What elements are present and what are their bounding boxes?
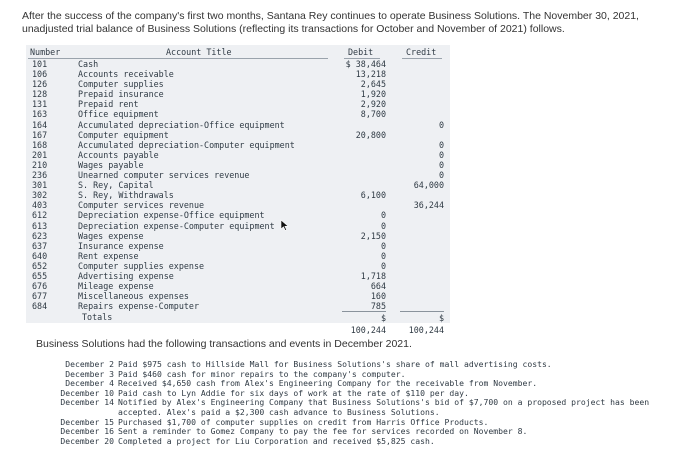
table-row — [26, 170, 450, 180]
trial-balance-table — [26, 45, 450, 335]
debit-amount: $ 38,464 — [345, 59, 386, 69]
credit-amount: 36,244 — [413, 200, 444, 211]
table-row — [26, 261, 450, 271]
header-debit: Debit — [348, 47, 374, 57]
account-number: 164 — [32, 119, 48, 130]
account-number: 684 — [32, 301, 48, 312]
account-number: 128 — [32, 89, 48, 100]
credit-amount: 0 — [438, 170, 444, 181]
table-row — [26, 231, 450, 241]
account-number: 101 — [32, 59, 48, 69]
account-title: Accumulated depreciation-Computer equipment — [78, 139, 295, 150]
account-number: 201 — [32, 149, 48, 160]
trial-balance-rows — [26, 59, 450, 311]
credit-amount: 0 — [438, 119, 444, 130]
events-list — [50, 360, 680, 446]
account-number: 403 — [32, 200, 48, 211]
account-title: Advertising expense — [78, 270, 174, 281]
account-title: Repairs expense-Computer — [78, 301, 200, 312]
table-row — [26, 109, 450, 119]
event-date: December 10 — [60, 387, 114, 398]
account-number: 168 — [32, 139, 48, 150]
credit-amount: 64,000 — [413, 180, 444, 191]
credit-amount: 0 — [438, 159, 444, 170]
event-text: Paid $975 cash to Hillside Mall for Business Solutions's share of mall advertising costs. — [118, 359, 552, 369]
table-row — [26, 130, 450, 140]
account-number: 652 — [32, 260, 48, 271]
intro-paragraph: After the success of the company's first two months, Santana Rey continues to operate Business Solutions. The November 30, 2021, unadjusted trial balance of Business Solutions (reflecting its transactions for October and November of 2021) follows. — [22, 10, 639, 35]
account-number: 236 — [32, 170, 48, 181]
event-date: December 2 — [65, 359, 114, 369]
account-title: Accounts receivable — [78, 69, 174, 80]
account-title: Unearned computer services revenue — [78, 170, 250, 181]
table-row — [26, 200, 450, 210]
debit-amount: 2,920 — [360, 99, 386, 110]
credit-amount: 0 — [438, 149, 444, 160]
table-row — [26, 79, 450, 89]
account-number: 301 — [32, 180, 48, 191]
account-title: Computer supplies expense — [78, 260, 205, 271]
table-row — [26, 140, 450, 150]
mouse-pointer-icon — [280, 219, 290, 231]
account-title: Depreciation expense-Computer equipment — [78, 220, 275, 231]
account-title: Cash — [78, 59, 99, 69]
table-row — [26, 89, 450, 99]
account-number: 623 — [32, 230, 48, 241]
table-row — [26, 180, 450, 190]
table-row — [26, 69, 450, 79]
event-text: Sent a reminder to Gomez Company to pay the fee for services recorded on November 8. — [118, 426, 528, 437]
account-title: S. Rey, Capital — [78, 180, 154, 191]
account-title: Computer services revenue — [78, 200, 205, 211]
totals-row — [26, 311, 450, 335]
debit-amount: 6,100 — [360, 190, 386, 201]
account-title: Computer supplies — [78, 79, 164, 90]
event-item — [50, 437, 680, 447]
table-row — [26, 301, 450, 311]
account-number: 677 — [32, 291, 48, 302]
debit-amount: 0 — [380, 250, 386, 261]
event-date: December 15 — [60, 416, 114, 427]
account-title: Accounts payable — [78, 149, 159, 160]
account-number: 676 — [32, 281, 48, 292]
event-text: Notified by Alex's Engineering Company that Business Solutions's bid of $7,700 on a proposed project has been accepted. Alex's paid a $2,300 cash advance to Business Solutions. — [118, 397, 650, 417]
header-credit: Credit — [406, 47, 437, 57]
table-row — [26, 221, 450, 231]
account-number: 126 — [32, 79, 48, 90]
debit-amount: 160 — [370, 291, 386, 302]
account-title: Accumulated depreciation-Office equipment — [78, 119, 285, 130]
account-number: 613 — [32, 220, 48, 231]
table-row — [26, 190, 450, 200]
debit-amount: 20,800 — [355, 129, 386, 140]
account-title: Prepaid insurance — [78, 89, 164, 100]
account-title: Rent expense — [78, 250, 139, 261]
account-number: 163 — [32, 109, 48, 120]
account-number: 640 — [32, 250, 48, 261]
event-date: December 14 — [60, 397, 114, 408]
debit-amount: 8,700 — [360, 109, 386, 120]
table-row — [26, 251, 450, 261]
debit-amount: 0 — [380, 260, 386, 271]
debit-amount: 0 — [380, 220, 386, 231]
account-title: Depreciation expense-Office equipment — [78, 210, 265, 221]
event-date: December 3 — [65, 368, 114, 379]
event-text: Paid $460 cash for minor repairs to the company's computer. — [118, 368, 406, 379]
account-number: 655 — [32, 270, 48, 281]
debit-amount: 1,718 — [360, 270, 386, 281]
account-title: S. Rey, Withdrawals — [78, 190, 174, 201]
account-number: 637 — [32, 240, 48, 251]
table-row — [26, 99, 450, 109]
account-title: Wages expense — [78, 230, 144, 241]
event-text: Completed a project for Liu Corporation and received $5,825 cash. — [118, 435, 435, 446]
account-number: 612 — [32, 210, 48, 221]
account-number: 210 — [32, 159, 48, 170]
events-intro: Business Solutions had the following transactions and events in December 2021. — [36, 338, 412, 350]
account-number: 167 — [32, 129, 48, 140]
account-number: 106 — [32, 69, 48, 80]
event-item — [50, 398, 680, 417]
debit-amount: 0 — [380, 210, 386, 221]
account-title: Wages payable — [78, 159, 144, 170]
debit-amount: 785 — [370, 301, 386, 312]
debit-amount: 13,218 — [355, 69, 386, 80]
totals-label: Totals — [82, 312, 113, 322]
table-row — [26, 281, 450, 291]
debit-amount: 1,920 — [360, 89, 386, 100]
debit-amount: 0 — [380, 240, 386, 251]
debit-amount: 2,150 — [360, 230, 386, 241]
debit-amount: 2,645 — [360, 79, 386, 90]
totals-credit: $ 100,244 — [400, 311, 444, 336]
table-row — [26, 241, 450, 251]
account-title: Prepaid rent — [78, 99, 139, 110]
credit-amount: 0 — [438, 139, 444, 150]
event-text: Paid cash to Lyn Addie for six days of work at the rate of $110 per day. — [118, 387, 469, 398]
table-row — [26, 150, 450, 160]
event-date: December 16 — [60, 426, 114, 437]
account-title: Computer equipment — [78, 129, 169, 140]
event-text: Purchased $1,700 of computer supplies on credit from Harris Office Products. — [118, 416, 489, 427]
header-account-title: Account Title — [166, 47, 232, 57]
header-number: Number — [30, 47, 61, 57]
account-title: Miscellaneous expenses — [78, 291, 189, 302]
table-row — [26, 120, 450, 130]
event-date: December 20 — [60, 435, 114, 446]
event-text: Received $4,650 cash from Alex's Engineering Company for the receivable from November. — [118, 378, 538, 389]
event-date: December 4 — [65, 378, 114, 389]
debit-amount: 664 — [370, 281, 386, 292]
table-row — [26, 59, 450, 69]
account-title: Insurance expense — [78, 240, 164, 251]
table-row — [26, 291, 450, 301]
account-title: Mileage expense — [78, 281, 154, 292]
totals-debit: $ 100,244 — [342, 311, 386, 336]
account-number: 131 — [32, 99, 48, 110]
account-number: 302 — [32, 190, 48, 201]
table-row — [26, 271, 450, 281]
table-row — [26, 210, 450, 220]
table-row — [26, 160, 450, 170]
account-title: Office equipment — [78, 109, 159, 120]
